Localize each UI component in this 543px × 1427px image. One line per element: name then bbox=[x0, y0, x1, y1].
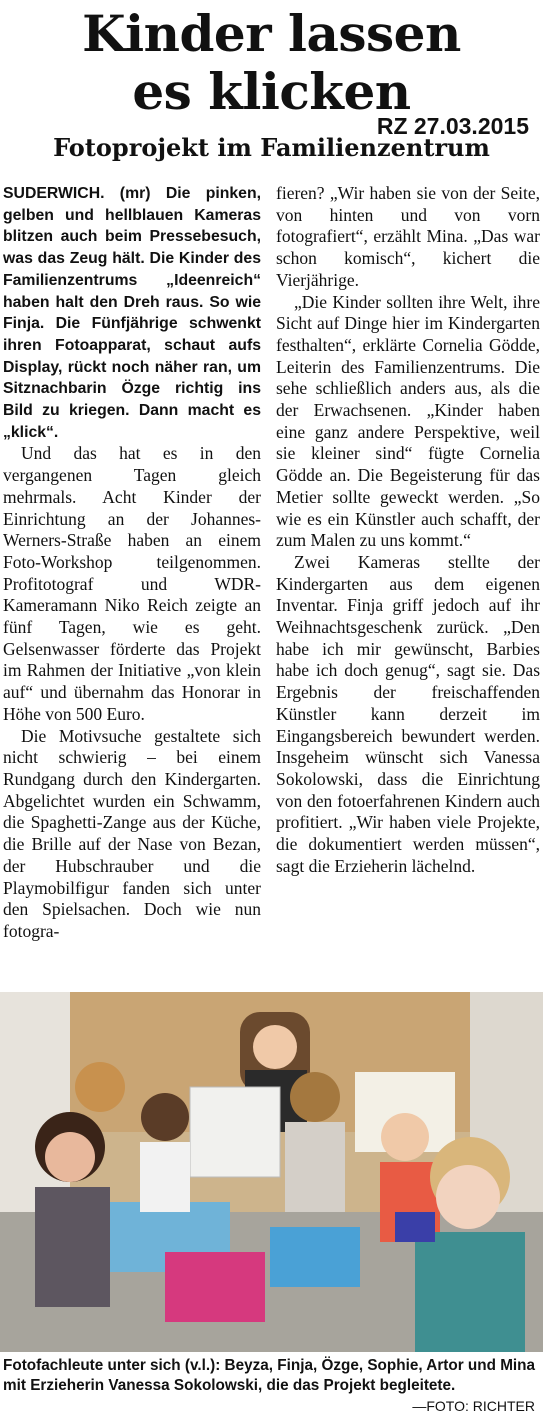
body-paragraph: Die Motivsuche gestaltete sich nicht schwierig – bei einem Rundgang durch den Kindergarten. Abgelichtet wurden ein Schwamm, die Spaghetti-Zange aus der Küche, die Brille auf der Nase von Bezan, der Hubschrauber und die Playmobilfigur fanden sich unter den Spielsachen. Doch wie nun fotogra- bbox=[3, 725, 261, 941]
body-paragraph: fieren? „Wir haben sie von der Seite, von hinten und von vorn fotografiert“, erzählt Mina. „Das war schon komisch“, kichert die Vierjährige. bbox=[276, 183, 540, 290]
article-photo bbox=[0, 992, 543, 1352]
subheadline: Fotoprojekt im Familienzentrum bbox=[53, 133, 490, 162]
date-stamp: RZ 27.03.2015 bbox=[376, 113, 529, 139]
headline-line-2: es klicken bbox=[132, 62, 411, 121]
article-column-left bbox=[3, 183, 261, 943]
body-paragraph: „Die Kinder sollten ihre Welt, ihre Sicht auf Dinge hier im Kindergarten festhalten“, erklärte Cornelia Gödde, Leiterin des Familienzentrums. Die sehe schließlich anders aus, als die der Erwachsenen. „Kinder haben eine ganz andere Perspektive, weil sie kleiner sind“ fügte Cornelia Gödde an. Die Begeisterung für das Metier sollte geweckt werden. „So wie es ein Künstler auch schafft, der zum Malen zu uns kommt.“ bbox=[276, 291, 540, 551]
lead-paragraph: SUDERWICH. (mr) Die pinken, gelben und hellblauen Kameras blitzen auch beim Pressebesuch, was das Zeug hält. Die Kinder des Familienzentrums „Ideenreich“ haben halt den Dreh raus. So wie Finja. Die Fünfjährige schwenkt ihren Fotoapparat, schaut aufs Display, rückt noch näher ran, um Sitznachbarin Özge richtig ins Bild zu kriegen. Dann macht es „klick“. bbox=[3, 185, 261, 441]
headline-line-1: Kinder lassen bbox=[82, 4, 461, 63]
photo-caption: Fotofachleute unter sich (v.l.): Beyza, Finja, Özge, Sophie, Artor und Mina mit Erzieherin Vanessa Sokolowski, die das Projekt begleitete. bbox=[3, 1357, 536, 1394]
body-paragraph: Zwei Kameras stellte der Kindergarten aus dem eigenen Inventar. Finja griff jedoch auf ihr Weihnachtsgeschenk zurück. „Den habe ich mir gewünscht, Barbies habe ich doch genug“, sagt sie. Das Ergebnis der freischaffenden Künstler kann derzeit im Eingangsbereich bewundert werden. Insgeheim wünscht sich Vanessa Sokolowski, dass die Einrichtung von den fotoerfahrenen Kindern auch profitiert. „Wir haben viele Projekte, die dokumentiert werden müssen“, sagt die Erzieherin lächelnd. bbox=[276, 551, 540, 876]
photo-illustration bbox=[0, 992, 543, 1352]
photo-credit: —FOTO: RICHTER bbox=[412, 1398, 535, 1414]
body-paragraph: Und das hat es in den vergangenen Tagen gleich mehrmals. Acht Kinder der Einrichtung an der Johannes-Werners-Straße haben an einem Foto-Workshop teilgenommen. Profitotograf und WDR-Kameramann Niko Reich zeigte an fünf Tagen, wie es geht. Gelsenwasser förderte das Projekt im Rahmen der Initiative „von klein auf“ und übernahm das Honorar in Höhe von 500 Euro. bbox=[3, 443, 261, 724]
article-column-right bbox=[276, 183, 540, 878]
